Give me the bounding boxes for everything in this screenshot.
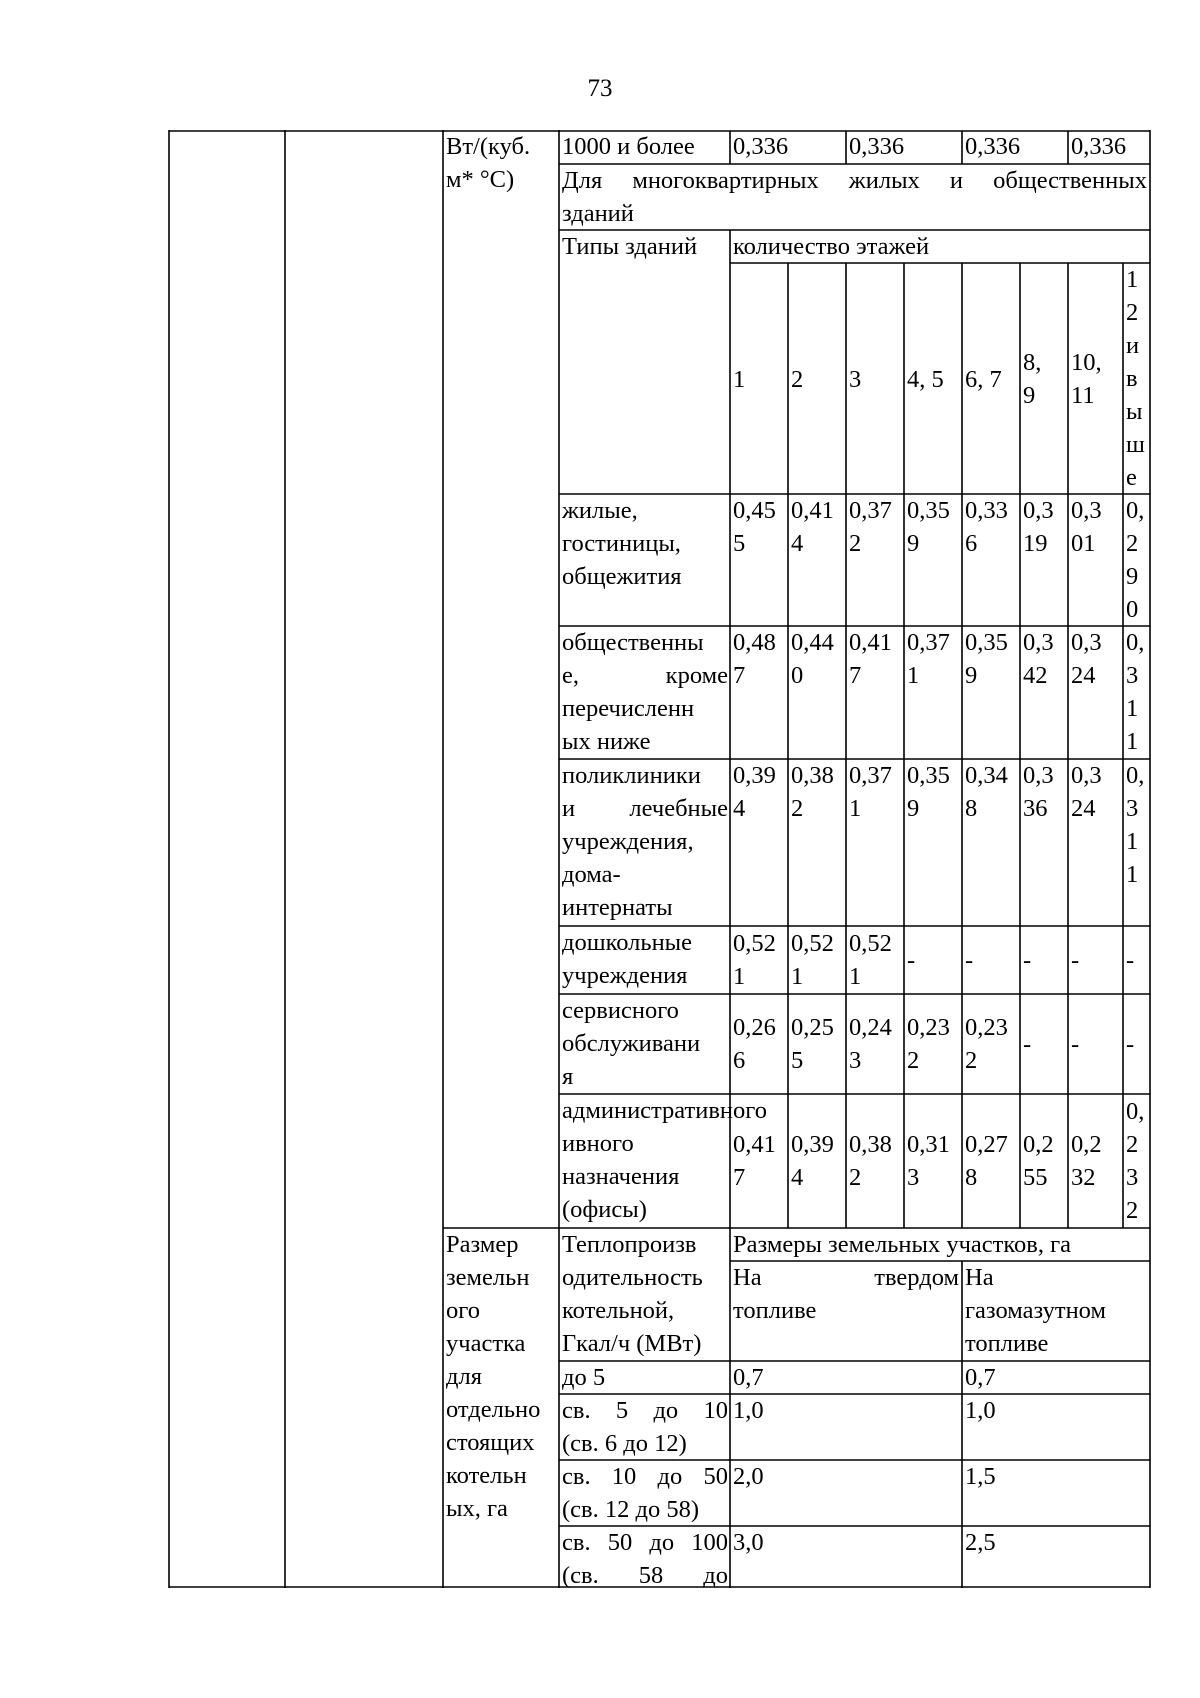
- floor-value-line: 2: [791, 795, 804, 822]
- page-number: 73: [587, 75, 613, 102]
- floor-value-line: 0,3: [1023, 762, 1054, 789]
- land-label-line: Размер: [446, 1231, 519, 1258]
- first-row-label: 1000 и более: [562, 133, 695, 160]
- floor-value-line: -: [965, 947, 974, 974]
- capacity-line: св. 50 до 100: [562, 1529, 728, 1556]
- floor-value-cell: [1023, 494, 1075, 560]
- floor-column-header: 2: [791, 366, 804, 393]
- floor-value-line: 7: [849, 662, 862, 689]
- floor-value-cell: [849, 626, 901, 692]
- building-type-line: общежития: [562, 563, 682, 590]
- solid-fuel-value: 2,0: [733, 1463, 764, 1490]
- floor-value-line: 0,41: [849, 629, 892, 656]
- gas-fuel-line: газомазутном: [965, 1297, 1106, 1324]
- floor-header-line: в: [1126, 365, 1138, 392]
- floor-value-line: 0,35: [965, 629, 1008, 656]
- floor-value-line: 3: [1126, 1164, 1139, 1191]
- floor-value-line: 0,52: [791, 930, 834, 957]
- building-type-line: сервисного: [562, 997, 679, 1024]
- land-label-line: участка: [446, 1330, 526, 1357]
- floor-value-cell: [791, 1128, 843, 1194]
- floor-header-line: 9: [1023, 382, 1036, 409]
- section-heading: [562, 164, 1147, 230]
- floor-value-line: 1: [1126, 861, 1139, 888]
- floor-value-cell: [907, 1011, 959, 1077]
- floor-value-line: 32: [1071, 1164, 1096, 1191]
- floor-value-line: 4: [791, 1164, 804, 1191]
- floor-value-line: 9: [907, 530, 920, 557]
- floor-header-line: 10,: [1071, 349, 1102, 376]
- floor-value-line: 19: [1023, 530, 1048, 557]
- floor-value-line: 5: [733, 530, 746, 557]
- floor-value-cell: [1071, 944, 1123, 977]
- building-type-name: [562, 759, 728, 924]
- gas-fuel-value: 0,7: [965, 1364, 996, 1391]
- building-type-line: поликлиники: [562, 762, 701, 789]
- floor-value-line: 3: [849, 1047, 862, 1074]
- floor-value-line: 6: [733, 1047, 746, 1074]
- floor-value-line: 8: [965, 1164, 978, 1191]
- floor-value-line: 2: [1126, 1197, 1139, 1224]
- floor-value-line: 0,: [1126, 629, 1145, 656]
- floor-value-line: 55: [1023, 1164, 1048, 1191]
- floor-value-line: 42: [1023, 662, 1048, 689]
- building-type-line: учреждения,: [562, 828, 694, 855]
- floor-column-header: [1126, 263, 1150, 494]
- building-type-line: общественны: [562, 629, 704, 656]
- section-heading-line: зданий: [562, 200, 634, 227]
- building-type-name: [562, 494, 728, 593]
- floor-value-line: 0,38: [791, 762, 834, 789]
- floor-value-line: 0,24: [849, 1014, 892, 1041]
- floor-value-line: 4: [733, 795, 746, 822]
- floor-value-line: -: [1023, 947, 1032, 974]
- floor-value-line: -: [1126, 947, 1135, 974]
- gas-fuel-header: [965, 1261, 1145, 1360]
- gas-fuel-line: топливе: [965, 1330, 1049, 1357]
- first-row-value: 0,336: [849, 133, 905, 160]
- capacity-line: (св. 12 до 58): [562, 1496, 699, 1523]
- solid-fuel-value: 3,0: [733, 1529, 764, 1556]
- land-label-line: ого: [446, 1297, 480, 1324]
- floor-value-line: 1: [1126, 695, 1139, 722]
- floor-value-cell: [1126, 626, 1150, 758]
- floor-column-header: 4, 5: [907, 366, 944, 393]
- floor-value-cell: [849, 759, 901, 825]
- floor-value-line: 0,41: [733, 1131, 776, 1158]
- floor-value-line: 0,26: [733, 1014, 776, 1041]
- gas-fuel-value: 2,5: [965, 1529, 996, 1556]
- solid-fuel-line: На твердом: [733, 1264, 959, 1291]
- floor-value-cell: [1023, 1028, 1075, 1061]
- floor-header-line: и: [1126, 332, 1140, 359]
- building-types-header: Типы зданий: [562, 233, 698, 260]
- floor-value-cell: [849, 1011, 901, 1077]
- land-label-line: стоящих: [446, 1429, 535, 1456]
- floor-value-line: 1: [791, 963, 804, 990]
- floor-value-cell: [1126, 944, 1150, 977]
- first-row-value: 0,336: [1071, 133, 1127, 160]
- floor-value-cell: [1071, 494, 1123, 560]
- floor-value-line: 0,41: [791, 497, 834, 524]
- floor-column-header: [1023, 346, 1067, 412]
- floor-value-line: 0,52: [733, 930, 776, 957]
- building-type-line: ых ниже: [562, 728, 651, 755]
- floor-header-line: 11: [1071, 382, 1095, 409]
- unit-line: Вт/(куб.: [446, 133, 531, 160]
- floor-header-line: 1: [1126, 266, 1139, 293]
- floor-value-line: 0,39: [791, 1131, 834, 1158]
- building-type-line: интернаты: [562, 894, 673, 921]
- floor-header-line: ш: [1126, 431, 1145, 458]
- unit-cell: [446, 130, 556, 196]
- floor-value-line: 3: [1126, 662, 1139, 689]
- floor-header-line: 8,: [1023, 349, 1042, 376]
- floor-value-cell: [733, 494, 785, 560]
- floor-value-cell: [1023, 759, 1075, 825]
- floor-value-line: 9: [1126, 563, 1139, 590]
- floor-value-cell: [849, 927, 901, 993]
- land-label-line: отдельно: [446, 1396, 541, 1423]
- floor-value-line: 24: [1071, 795, 1096, 822]
- section-heading-line: Для многоквартирных жилых и общественных: [562, 167, 1147, 194]
- floor-value-cell: [907, 944, 959, 977]
- floor-value-cell: [907, 626, 959, 692]
- floor-value-cell: [965, 944, 1017, 977]
- floor-value-line: 0,45: [733, 497, 776, 524]
- floor-value-cell: [907, 494, 959, 560]
- first-row-value: 0,336: [733, 133, 789, 160]
- floor-value-line: 0,48: [733, 629, 776, 656]
- floor-column-header: 1: [733, 366, 746, 393]
- floor-value-cell: [791, 626, 843, 692]
- floor-value-line: 0,52: [849, 930, 892, 957]
- floor-value-cell: [733, 1128, 785, 1194]
- floor-value-cell: [1071, 1028, 1123, 1061]
- building-type-line: гостиницы,: [562, 530, 681, 557]
- floor-value-cell: [791, 494, 843, 560]
- floor-value-cell: [1023, 1128, 1075, 1194]
- floor-value-line: 3: [907, 1164, 920, 1191]
- building-type-name: [562, 926, 728, 992]
- floor-value-line: 9: [907, 795, 920, 822]
- floor-value-line: -: [907, 947, 916, 974]
- floor-value-line: 0,23: [907, 1014, 950, 1041]
- floor-value-line: 7: [733, 662, 746, 689]
- floor-value-cell: [965, 759, 1017, 825]
- floor-value-line: 0,: [1126, 762, 1145, 789]
- floor-value-cell: [733, 759, 785, 825]
- capacity-header-line: Гкал/ч (МВт): [562, 1330, 702, 1357]
- floor-value-cell: [791, 759, 843, 825]
- land-label-line: земельн: [446, 1264, 530, 1291]
- floor-value-cell: [1071, 1128, 1123, 1194]
- floor-value-line: 2: [965, 1047, 978, 1074]
- floor-value-line: 1: [849, 963, 862, 990]
- land-sizes-header: Размеры земельных участков, га: [733, 1231, 1071, 1258]
- floor-value-cell: [791, 927, 843, 993]
- land-size-label: [446, 1228, 558, 1525]
- floors-header: количество этажей: [733, 233, 930, 260]
- building-type-line: и лечебные: [562, 795, 728, 822]
- floor-value-line: 2: [1126, 530, 1139, 557]
- floor-value-line: -: [1126, 1031, 1135, 1058]
- floor-value-line: -: [1071, 947, 1080, 974]
- floor-value-cell: [965, 494, 1017, 560]
- floor-value-line: 1: [1126, 728, 1139, 755]
- unit-line: м* °C): [446, 166, 515, 193]
- floor-value-line: 0,3: [1071, 497, 1102, 524]
- gas-fuel-value: 1,0: [965, 1397, 996, 1424]
- floor-value-line: 0,37: [849, 497, 892, 524]
- land-label-line: для: [446, 1363, 482, 1390]
- floor-value-line: 4: [791, 530, 804, 557]
- floor-value-line: 0,: [1126, 1098, 1145, 1125]
- building-type-line: (офисы): [562, 1196, 647, 1223]
- capacity-cell: [562, 1361, 728, 1394]
- building-type-line: я: [562, 1063, 574, 1090]
- floor-value-line: 1: [907, 662, 920, 689]
- building-type-line: е, кроме: [562, 662, 728, 689]
- floor-value-line: 2: [1126, 1131, 1139, 1158]
- capacity-header: [562, 1228, 728, 1360]
- floor-value-cell: [965, 626, 1017, 692]
- capacity-header-line: одительность: [562, 1264, 703, 1291]
- floor-value-line: 0,27: [965, 1131, 1008, 1158]
- floor-value-cell: [849, 1128, 901, 1194]
- floor-column-header: [1071, 346, 1121, 412]
- floor-value-line: 01: [1071, 530, 1096, 557]
- capacity-cell: [562, 1526, 728, 1592]
- floor-value-cell: [1071, 626, 1123, 692]
- floor-value-line: -: [1023, 1031, 1032, 1058]
- floor-value-cell: [1126, 494, 1150, 626]
- floor-value-line: 3: [1126, 795, 1139, 822]
- building-type-line: дошкольные: [562, 929, 693, 956]
- building-type-line: учреждения: [562, 962, 688, 989]
- floor-value-line: 5: [791, 1047, 804, 1074]
- floor-header-line: е: [1126, 464, 1137, 491]
- gas-fuel-value: 1,5: [965, 1463, 996, 1490]
- floor-value-line: 0,3: [1023, 497, 1054, 524]
- floor-value-line: 0,3: [1023, 629, 1054, 656]
- capacity-header-line: Теплопроизв: [562, 1231, 697, 1258]
- solid-fuel-header: [733, 1261, 959, 1327]
- empty-cell-col1: [169, 131, 285, 1587]
- solid-fuel-line: топливе: [733, 1297, 817, 1324]
- floor-column-header: 6, 7: [965, 366, 1002, 393]
- building-type-line: назначения: [562, 1163, 680, 1190]
- floor-value-line: 0,33: [965, 497, 1008, 524]
- floor-value-line: 2: [849, 1164, 862, 1191]
- floor-value-line: 2: [849, 530, 862, 557]
- building-type-line: перечисленн: [562, 695, 695, 722]
- floor-value-line: 0,2: [1071, 1131, 1102, 1158]
- floor-value-cell: [733, 927, 785, 993]
- floor-value-line: 0,34: [965, 762, 1008, 789]
- floor-value-cell: [733, 626, 785, 692]
- land-label-line: котельн: [446, 1462, 527, 1489]
- capacity-cell: [562, 1460, 728, 1526]
- first-row-value: 0,336: [965, 133, 1021, 160]
- floor-value-cell: [965, 1011, 1017, 1077]
- floor-value-line: 0,23: [965, 1014, 1008, 1041]
- floor-value-line: 0: [1126, 596, 1139, 623]
- floor-value-line: 0,2: [1023, 1131, 1054, 1158]
- capacity-line: св. 5 до 10: [562, 1397, 728, 1424]
- capacity-line: св. 10 до 50: [562, 1463, 728, 1490]
- floor-value-line: 0,3: [1071, 629, 1102, 656]
- floor-value-cell: [849, 494, 901, 560]
- floor-value-cell: [733, 1011, 785, 1077]
- solid-fuel-value: 0,7: [733, 1364, 764, 1391]
- building-type-line: административного: [562, 1097, 767, 1124]
- floor-value-cell: [1126, 759, 1150, 891]
- floor-value-line: 1: [1126, 828, 1139, 855]
- floor-value-line: 0,44: [791, 629, 834, 656]
- floor-value-line: 7: [733, 1164, 746, 1191]
- floor-value-cell: [907, 1128, 959, 1194]
- floor-value-line: 1: [849, 795, 862, 822]
- floor-value-cell: [1023, 944, 1075, 977]
- building-type-line: обслуживани: [562, 1030, 701, 1057]
- floor-value-line: 0,3: [1071, 762, 1102, 789]
- floor-value-cell: [907, 759, 959, 825]
- floor-value-line: 0,39: [733, 762, 776, 789]
- building-type-name: [562, 626, 728, 758]
- floor-value-cell: [1023, 626, 1075, 692]
- gas-fuel-line: На: [965, 1264, 994, 1291]
- floor-value-line: 0: [791, 662, 804, 689]
- floor-value-cell: [1126, 1028, 1150, 1061]
- floor-value-line: 1: [733, 963, 746, 990]
- floor-value-cell: [1071, 759, 1123, 825]
- capacity-line: (св. 6 до 12): [562, 1430, 687, 1457]
- solid-fuel-value: 1,0: [733, 1397, 764, 1424]
- floor-value-line: 8: [965, 795, 978, 822]
- floor-value-cell: [965, 1128, 1017, 1194]
- floor-value-line: 24: [1071, 662, 1096, 689]
- land-label-line: ых, га: [446, 1495, 508, 1522]
- floor-value-cell: [791, 1011, 843, 1077]
- floor-value-line: 0,31: [907, 1131, 950, 1158]
- floor-value-line: 0,: [1126, 497, 1145, 524]
- floor-value-line: 36: [1023, 795, 1048, 822]
- floor-header-line: 2: [1126, 299, 1139, 326]
- floor-value-cell: [1126, 1095, 1150, 1227]
- regulation-table: [168, 130, 1151, 1588]
- floor-value-line: 0,37: [907, 629, 950, 656]
- floor-value-line: 0,37: [849, 762, 892, 789]
- floor-header-line: ы: [1126, 398, 1143, 425]
- floor-value-line: 6: [965, 530, 978, 557]
- capacity-cell: [562, 1394, 728, 1460]
- building-type-line: жилые,: [562, 497, 638, 524]
- building-type-line: ивного: [562, 1130, 634, 1157]
- floor-value-line: 0,38: [849, 1131, 892, 1158]
- floor-column-header: 3: [849, 366, 862, 393]
- capacity-line: (св. 58 до: [562, 1562, 728, 1589]
- building-type-line: дома-: [562, 861, 621, 888]
- capacity-header-line: котельной,: [562, 1297, 675, 1324]
- capacity-line: до 5: [562, 1364, 606, 1391]
- floor-value-line: 0,35: [907, 762, 950, 789]
- building-type-name: [562, 994, 728, 1093]
- floor-value-line: 9: [965, 662, 978, 689]
- floor-value-line: 0,35: [907, 497, 950, 524]
- floor-value-line: 0,25: [791, 1014, 834, 1041]
- floor-value-line: -: [1071, 1031, 1080, 1058]
- floor-value-line: 2: [907, 1047, 920, 1074]
- empty-cell-col2: [285, 131, 443, 1587]
